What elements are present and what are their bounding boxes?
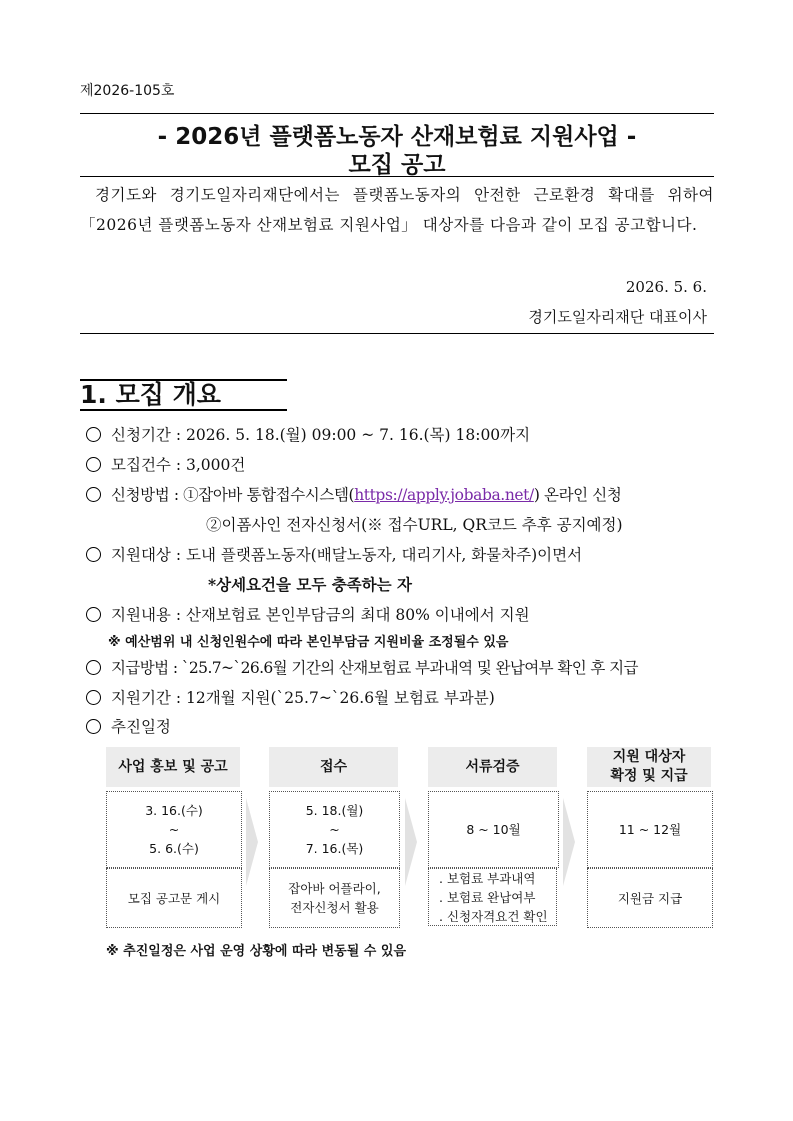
stage1-date-cell xyxy=(106,791,242,868)
stage3-desc-line1: . 보험료 부과내역 xyxy=(439,871,536,886)
arrow-right-icon xyxy=(246,798,258,886)
stage2-desc-line2: 전자신청서 활용 xyxy=(290,900,379,915)
target-text: 지원대상 : 도내 플랫폼노동자(배달노동자, 대리기사, 화물차주)이면서 xyxy=(111,546,583,564)
stage4-header-line1: 지원 대상자 xyxy=(612,749,686,765)
method-line2: ②이폼사인 전자신청서(※ 접수URL, QR코드 추후 공지예정) xyxy=(206,516,623,534)
content-text: 지원내용 : 산재보험료 본인부담금의 최대 80% 이내에서 지원 xyxy=(111,606,530,624)
stage4-desc-cell: 지원금 지급 xyxy=(587,868,713,928)
arrow-right-icon xyxy=(405,798,417,886)
title-rule xyxy=(80,176,714,177)
list-item-payment xyxy=(86,656,638,678)
stage3-header: 서류검증 xyxy=(428,747,557,787)
stage1-desc-cell: 모집 공고문 게시 xyxy=(106,868,242,928)
list-item-count xyxy=(86,453,245,475)
list-item-method xyxy=(86,483,621,505)
list-item-content xyxy=(86,603,530,625)
circle-bullet-icon xyxy=(86,547,101,562)
period-text: 신청기간 : 2026. 5. 18.(월) 09:00 ~ 7. 16.(목) 18:00까지 xyxy=(111,426,531,444)
intro-bottom-rule xyxy=(80,333,714,334)
page-subtitle: 모집 공고 xyxy=(348,152,446,178)
support-period-text: 지원기간 : 12개월 지원(`25.7~`26.6월 보험료 부과분) xyxy=(111,689,495,707)
intro-paragraph xyxy=(80,180,714,240)
document-number: 제2026-105호 xyxy=(80,83,175,99)
stage3-desc-line2: . 보험료 완납여부 xyxy=(439,890,536,905)
circle-bullet-icon xyxy=(86,660,101,675)
schedule-note: ※ 추진일정은 사업 운영 상황에 따라 변동될 수 있음 xyxy=(106,944,407,959)
stage3-desc-line3: . 신청자격요건 확인 xyxy=(439,909,548,924)
stage4-header xyxy=(587,747,711,787)
stage4-date-cell: 11 ~ 12월 xyxy=(587,791,713,868)
circle-bullet-icon xyxy=(86,607,101,622)
stage1-header: 사업 홍보 및 공고 xyxy=(106,747,240,787)
arrow-right-icon xyxy=(563,798,575,886)
target-line2: *상세요건을 모두 충족하는 자 xyxy=(208,575,412,594)
stage2-date-end: 7. 16.(목) xyxy=(305,841,364,856)
list-item-support-period xyxy=(86,686,495,708)
schedule-text: 추진일정 xyxy=(111,718,171,736)
circle-bullet-icon xyxy=(86,427,101,442)
apply-link[interactable]: https://apply.jobaba.net/ xyxy=(354,486,534,504)
list-item-target xyxy=(86,543,582,565)
section-underline xyxy=(80,409,287,411)
content-note: ※ 예산범위 내 신청인원수에 따라 본인부담금 지원비율 조정될수 있음 xyxy=(108,635,509,650)
stage3-date-cell: 8 ~ 10월 xyxy=(428,791,559,868)
method-suffix-text: ) 온라인 신청 xyxy=(533,486,622,504)
stage2-header: 접수 xyxy=(269,747,398,787)
intro-text: 경기도와 경기도일자리재단에서는 플랫폼노동자의 안전한 근로환경 확대를 위하여 「2026년 플랫폼노동자 산재보험료 지원사업」 대상자를 다음과 같이 모집 공고합니다. xyxy=(80,186,714,234)
stage1-date-start: 3. 16.(수) xyxy=(145,803,203,818)
method-text: 신청방법 : ①잡아바 통합접수시스템( xyxy=(111,486,355,504)
stage2-date-start: 5. 18.(월) xyxy=(305,803,364,818)
list-item-schedule xyxy=(86,715,171,737)
circle-bullet-icon xyxy=(86,457,101,472)
circle-bullet-icon xyxy=(86,719,101,734)
circle-bullet-icon xyxy=(86,487,101,502)
page-title: - 2026년 플랫폼노동자 산재보험료 지원사업 - xyxy=(157,124,637,150)
stage1-date-sep: ~ xyxy=(168,822,180,837)
stage4-header-line2: 확정 및 지급 xyxy=(610,768,688,784)
stage2-date-cell xyxy=(269,791,400,868)
stage2-date-sep: ~ xyxy=(329,822,340,837)
payment-text: 지급방법 : `25.7~`26.6월 기간의 산재보험료 부과내역 및 완납여부 확인 후 지급 xyxy=(111,659,638,677)
section-title: 1. 모집 개요 xyxy=(80,380,221,409)
stage1-date-end: 5. 6.(수) xyxy=(149,841,199,856)
stage2-desc-cell xyxy=(269,868,400,928)
announcement-date: 2026. 5. 6. xyxy=(625,278,707,296)
signer: 경기도일자리재단 대표이사 xyxy=(528,308,707,326)
list-item-period xyxy=(86,423,530,445)
count-text: 모집건수 : 3,000건 xyxy=(111,456,246,474)
stage2-desc-line1: 잡아바 어플라이, xyxy=(288,881,381,896)
circle-bullet-icon xyxy=(86,690,101,705)
stage3-desc-cell xyxy=(428,868,557,926)
top-rule xyxy=(80,113,714,114)
